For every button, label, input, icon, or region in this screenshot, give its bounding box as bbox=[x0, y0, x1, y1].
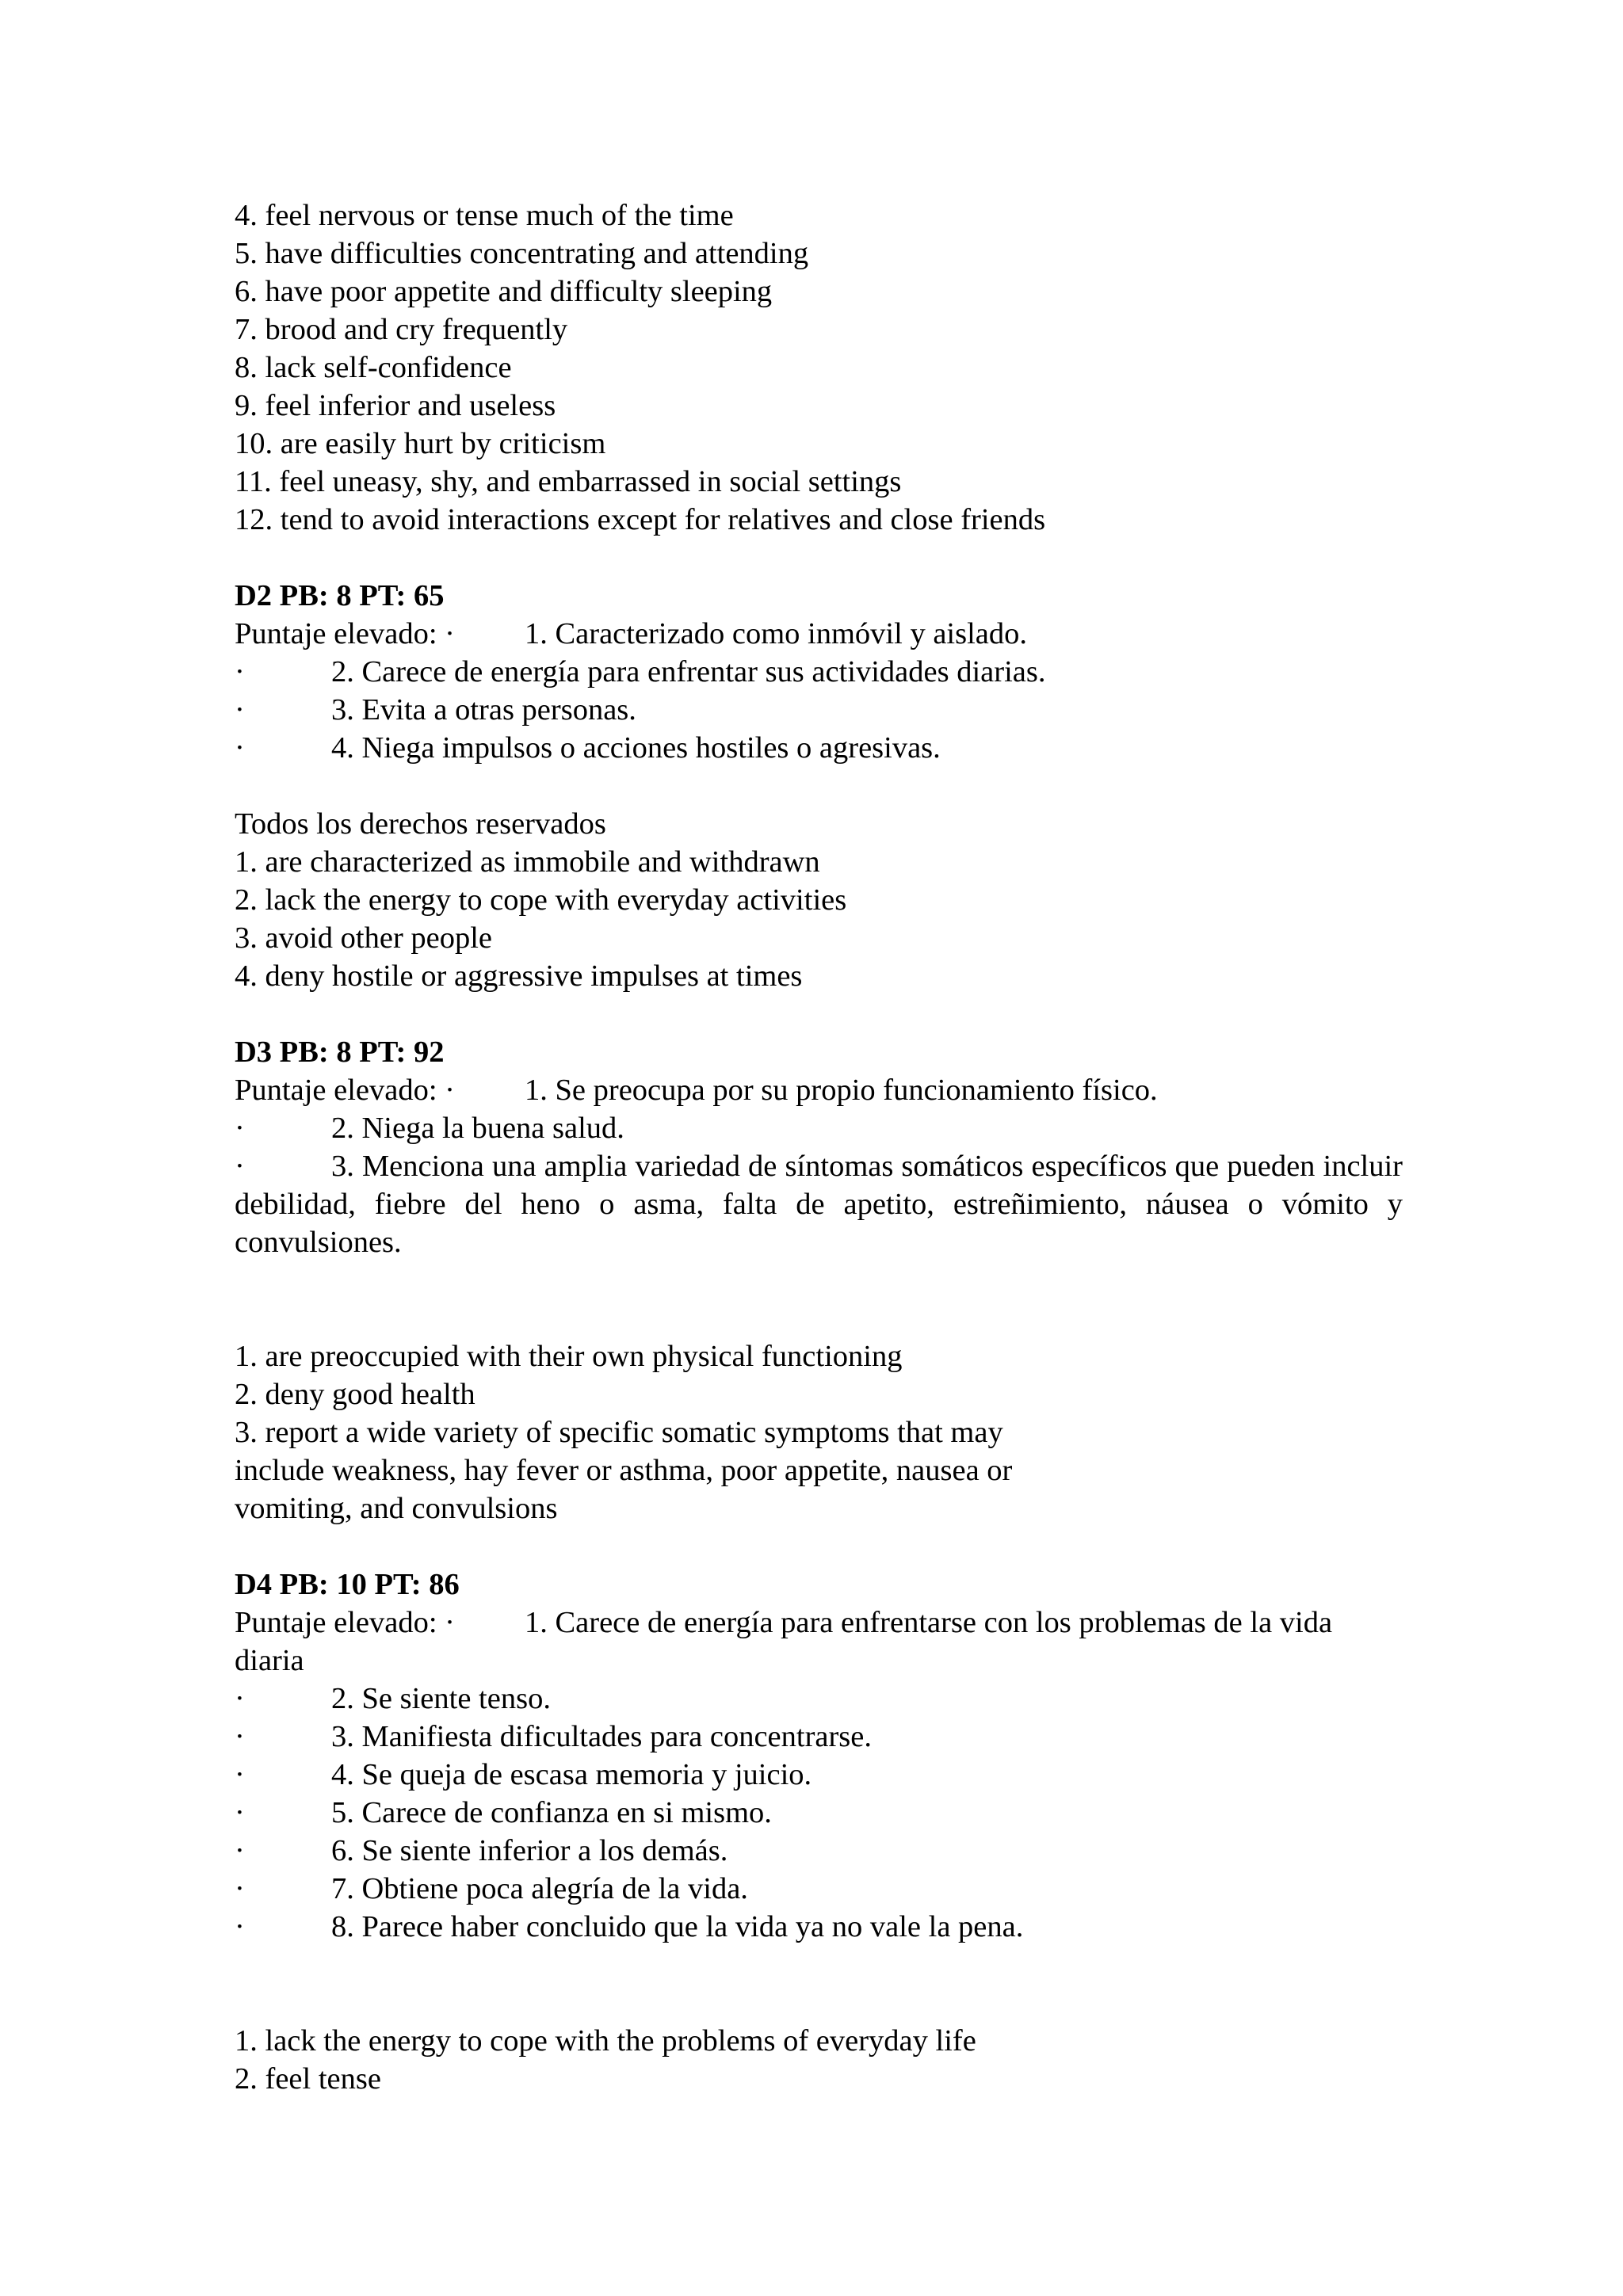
spacer bbox=[235, 1984, 1403, 2022]
list-item-text: 3. Manifiesta dificultades para concentrarse. bbox=[331, 1720, 873, 1753]
bullet-item-paragraph bbox=[235, 1147, 1403, 1261]
list-item: 2. lack the energy to cope with everyday activities bbox=[235, 883, 847, 917]
bullet-item bbox=[235, 1794, 1403, 1832]
spacer bbox=[235, 1527, 1403, 1566]
list-item: 4. deny hostile or aggressive impulses at times bbox=[235, 959, 803, 993]
bullet-dot: · bbox=[235, 1834, 245, 1867]
bullet-item bbox=[235, 1680, 1403, 1718]
lead-label: Puntaje elevado: · bbox=[235, 1074, 455, 1107]
spacer bbox=[235, 995, 1403, 1033]
lead-item bbox=[235, 1604, 1403, 1642]
list-item-text: 4. Se queja de escasa memoria y juicio. bbox=[331, 1758, 812, 1791]
bullet-dot: · bbox=[235, 1872, 245, 1905]
list-item: 6. have poor appetite and difficulty sleeping bbox=[235, 275, 773, 308]
bullet-dot: · bbox=[235, 1112, 245, 1145]
section-d2 bbox=[235, 577, 1403, 995]
section-heading: D4 PB: 10 PT: 86 bbox=[235, 1568, 460, 1601]
bullet-dot: · bbox=[235, 1682, 245, 1715]
list-item-continuation: vomiting, and convulsions bbox=[235, 1492, 558, 1525]
list-item-text: 7. Obtiene poca alegría de la vida. bbox=[331, 1872, 748, 1905]
spacer bbox=[235, 1261, 1403, 1299]
bullet-dot: · bbox=[235, 693, 245, 727]
bullet-item bbox=[235, 1756, 1403, 1794]
list-item: 5. have difficulties concentrating and attending bbox=[235, 237, 809, 270]
list-item: 12. tend to avoid interactions except for relatives and close friends bbox=[235, 503, 1046, 536]
list-item-text: 1. Caracterizado como inmóvil y aislado. bbox=[525, 617, 1027, 650]
bullet-dot: · bbox=[235, 731, 245, 765]
list-item-text: 5. Carece de confianza en si mismo. bbox=[331, 1796, 772, 1829]
bullet-item bbox=[235, 729, 1403, 767]
bullet-dot: · bbox=[235, 655, 245, 688]
list-item: 2. deny good health bbox=[235, 1378, 475, 1411]
intro-list bbox=[235, 196, 1403, 539]
list-item-text: 2. Se siente tenso. bbox=[331, 1682, 551, 1715]
list-item-continuation: diaria bbox=[235, 1644, 304, 1677]
section-d4 bbox=[235, 1566, 1403, 2098]
lead-item bbox=[235, 1071, 1403, 1109]
bullet-item bbox=[235, 1870, 1403, 1908]
list-item-text: 3. Menciona una amplia variedad de síntomas somáticos específicos que pueden incluir debilidad, fiebre del heno o asma, falta de apetito, estreñimiento, náusea o vómito y convulsiones. bbox=[235, 1150, 1403, 1259]
document-page bbox=[235, 196, 1403, 2098]
list-item: 4. feel nervous or tense much of the time bbox=[235, 199, 734, 232]
bullet-item bbox=[235, 653, 1403, 691]
bullet-dot: · bbox=[235, 1720, 245, 1753]
section-heading: D2 PB: 8 PT: 65 bbox=[235, 579, 445, 612]
rights-notice: Todos los derechos reservados bbox=[235, 807, 606, 841]
bullet-item bbox=[235, 1832, 1403, 1870]
list-item: 1. are characterized as immobile and withdrawn bbox=[235, 845, 820, 879]
list-item: 10. are easily hurt by criticism bbox=[235, 427, 606, 460]
list-item: 3. report a wide variety of specific somatic symptoms that may bbox=[235, 1416, 1003, 1449]
list-item-continuation: include weakness, hay fever or asthma, poor appetite, nausea or bbox=[235, 1454, 1013, 1487]
list-item-text: 3. Evita a otras personas. bbox=[331, 693, 636, 727]
list-item: 2. feel tense bbox=[235, 2062, 381, 2096]
list-item: 8. lack self-confidence bbox=[235, 351, 512, 384]
bullet-item bbox=[235, 1908, 1403, 1946]
bullet-item bbox=[235, 691, 1403, 729]
bullet-dot: · bbox=[235, 1150, 245, 1183]
list-item-text: 1. Carece de energía para enfrentarse con los problemas de la vida bbox=[525, 1606, 1333, 1639]
spacer bbox=[235, 1299, 1403, 1337]
bullet-item bbox=[235, 1718, 1403, 1756]
spacer bbox=[235, 1946, 1403, 1984]
list-item: 3. avoid other people bbox=[235, 921, 493, 955]
list-item-text: 2. Niega la buena salud. bbox=[331, 1112, 624, 1145]
section-heading: D3 PB: 8 PT: 92 bbox=[235, 1035, 445, 1069]
list-item: 1. lack the energy to cope with the problems of everyday life bbox=[235, 2024, 976, 2058]
spacer bbox=[235, 767, 1403, 805]
lead-label: Puntaje elevado: · bbox=[235, 1606, 455, 1639]
section-d3 bbox=[235, 1033, 1403, 1527]
bullet-dot: · bbox=[235, 1758, 245, 1791]
list-item: 1. are preoccupied with their own physical functioning bbox=[235, 1340, 903, 1373]
spacer bbox=[235, 539, 1403, 577]
list-item-text: 6. Se siente inferior a los demás. bbox=[331, 1834, 728, 1867]
bullet-dot: · bbox=[235, 1910, 245, 1943]
list-item-text: 1. Se preocupa por su propio funcionamiento físico. bbox=[525, 1074, 1158, 1107]
lead-item bbox=[235, 615, 1403, 653]
list-item-text: 4. Niega impulsos o acciones hostiles o agresivas. bbox=[331, 731, 941, 765]
list-item: 7. brood and cry frequently bbox=[235, 313, 568, 346]
list-item: 9. feel inferior and useless bbox=[235, 389, 556, 422]
list-item-text: 8. Parece haber concluido que la vida ya no vale la pena. bbox=[331, 1910, 1024, 1943]
bullet-dot: · bbox=[235, 1796, 245, 1829]
list-item: 11. feel uneasy, shy, and embarrassed in social settings bbox=[235, 465, 902, 498]
lead-label: Puntaje elevado: · bbox=[235, 617, 455, 650]
bullet-item bbox=[235, 1109, 1403, 1147]
list-item-text: 2. Carece de energía para enfrentar sus actividades diarias. bbox=[331, 655, 1046, 688]
